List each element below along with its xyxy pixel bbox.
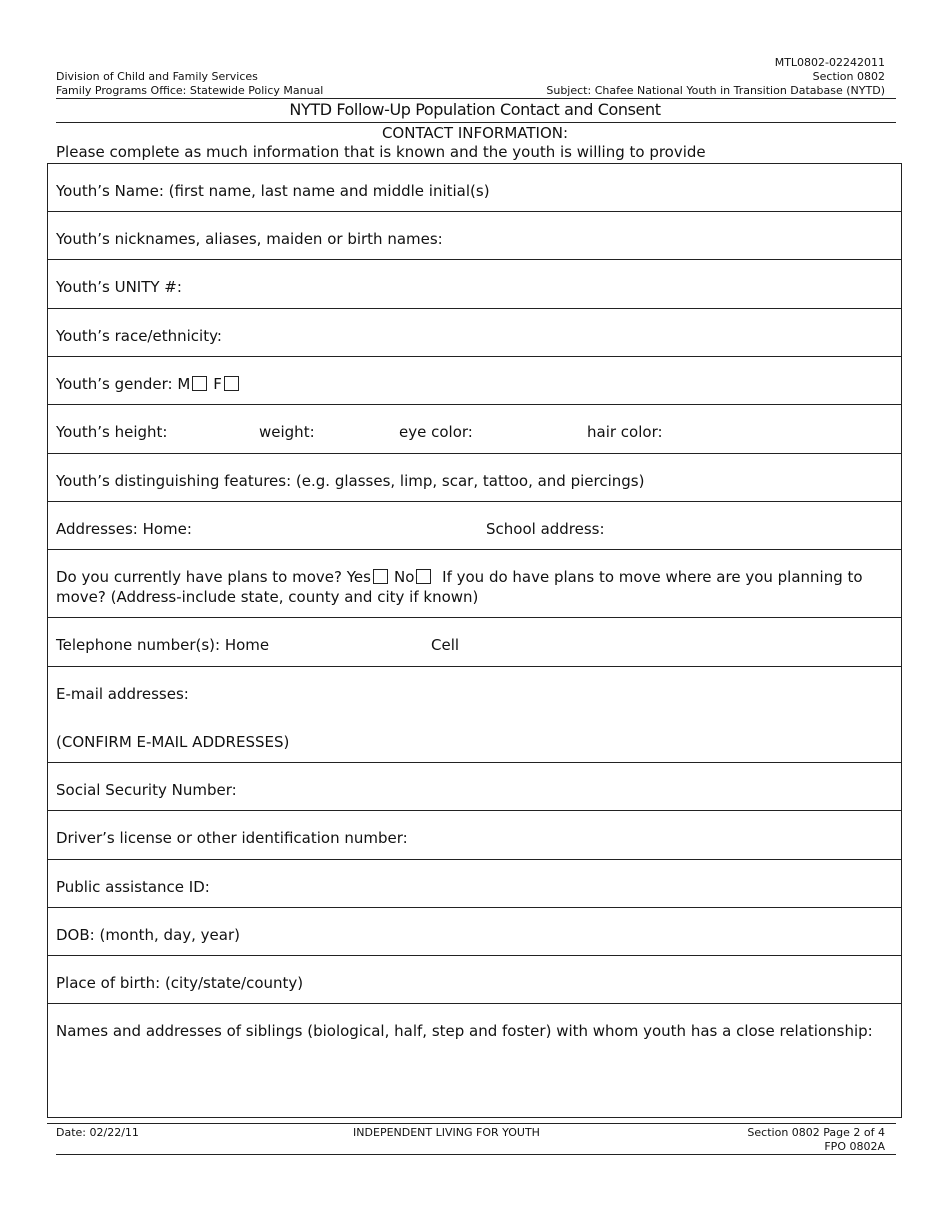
row-siblings[interactable]	[48, 1004, 901, 1117]
label-eye-color: eye color:	[399, 423, 473, 441]
label-gender-female: F	[213, 375, 222, 393]
row-youth-name[interactable]	[48, 164, 901, 212]
row-ssn[interactable]	[48, 763, 901, 811]
label-ssn: Social Security Number:	[56, 781, 237, 799]
label-dob: DOB: (month, day, year)	[56, 926, 240, 944]
label-siblings: Names and addresses of siblings (biological, half, step and foster) with whom youth has a close relationship:	[56, 1022, 873, 1040]
row-race[interactable]	[48, 309, 901, 357]
title-rule	[56, 122, 896, 123]
contact-form	[47, 163, 902, 1118]
label-phone-cell: Cell	[431, 636, 460, 654]
row-license[interactable]	[48, 811, 901, 860]
row-dob[interactable]	[48, 908, 901, 956]
section-subtitle: CONTACT INFORMATION:	[381, 124, 569, 142]
label-email: E-mail addresses:	[56, 685, 189, 703]
footer-date: Date: 02/22/11	[56, 1126, 139, 1139]
footer-rule-bottom	[56, 1154, 896, 1155]
footer-rule-top	[47, 1123, 896, 1124]
footer-center-title: INDEPENDENT LIVING FOR YOUTH	[353, 1126, 540, 1139]
page-title: NYTD Follow-Up Population Contact and Consent	[289, 100, 661, 119]
row-addresses[interactable]	[48, 502, 901, 550]
gender-female-checkbox[interactable]	[224, 376, 239, 391]
org-line-1: Division of Child and Family Services	[56, 70, 258, 83]
label-home-address: Addresses: Home:	[56, 520, 192, 538]
gender-male-checkbox[interactable]	[192, 376, 207, 391]
label-move-address: move? (Address-include state, county and city if known)	[56, 588, 479, 606]
subject-line: Subject: Chafee National Youth in Transition Database (NYTD)	[546, 84, 885, 97]
row-email[interactable]	[48, 667, 901, 763]
label-move-where: If you do have plans to move where are you planning to	[442, 568, 863, 586]
label-race: Youth’s race/ethnicity:	[56, 327, 222, 345]
label-weight: weight:	[259, 423, 315, 441]
row-birthplace[interactable]	[48, 956, 901, 1004]
row-nicknames[interactable]	[48, 212, 901, 260]
label-license: Driver’s license or other identification number:	[56, 829, 408, 847]
move-no-checkbox[interactable]	[416, 569, 431, 584]
row-public-assistance[interactable]	[48, 860, 901, 908]
label-birthplace: Place of birth: (city/state/county)	[56, 974, 304, 992]
header-rule	[56, 98, 896, 99]
footer-page-number: Section 0802 Page 2 of 4	[747, 1126, 885, 1139]
doc-code: MTL0802-02242011	[774, 56, 885, 69]
instruction-text: Please complete as much information that is known and the youth is willing to provide	[56, 143, 706, 161]
label-school-address: School address:	[486, 520, 605, 538]
label-gender: Youth’s gender: M	[56, 375, 191, 393]
row-features[interactable]	[48, 454, 901, 502]
gender-group	[56, 375, 245, 393]
row-gender	[48, 357, 901, 405]
label-nicknames: Youth’s nicknames, aliases, maiden or birth names:	[56, 230, 443, 248]
move-yes-checkbox[interactable]	[373, 569, 388, 584]
label-hair-color: hair color:	[587, 423, 663, 441]
label-unity-number: Youth’s UNITY #:	[56, 278, 182, 296]
label-move-yes: Do you currently have plans to move? Yes	[56, 568, 371, 586]
label-move-no: No	[393, 568, 415, 586]
move-question	[56, 568, 863, 586]
label-height: Youth’s height:	[56, 423, 168, 441]
row-move-plans	[48, 550, 901, 618]
row-telephone[interactable]	[48, 618, 901, 667]
org-line-2: Family Programs Office: Statewide Policy Manual	[56, 84, 324, 97]
label-email-confirm: (CONFIRM E-MAIL ADDRESSES)	[56, 733, 290, 751]
label-public-assistance: Public assistance ID:	[56, 878, 210, 896]
footer-form-code: FPO 0802A	[824, 1140, 885, 1153]
row-unity-number[interactable]	[48, 260, 901, 309]
row-physical[interactable]	[48, 405, 901, 454]
section-number: Section 0802	[812, 70, 885, 83]
label-youth-name: Youth’s Name: (first name, last name and middle initial(s)	[56, 182, 490, 200]
label-phone-home: Telephone number(s): Home	[56, 636, 270, 654]
label-features: Youth’s distinguishing features: (e.g. glasses, limp, scar, tattoo, and piercings)	[56, 472, 645, 490]
